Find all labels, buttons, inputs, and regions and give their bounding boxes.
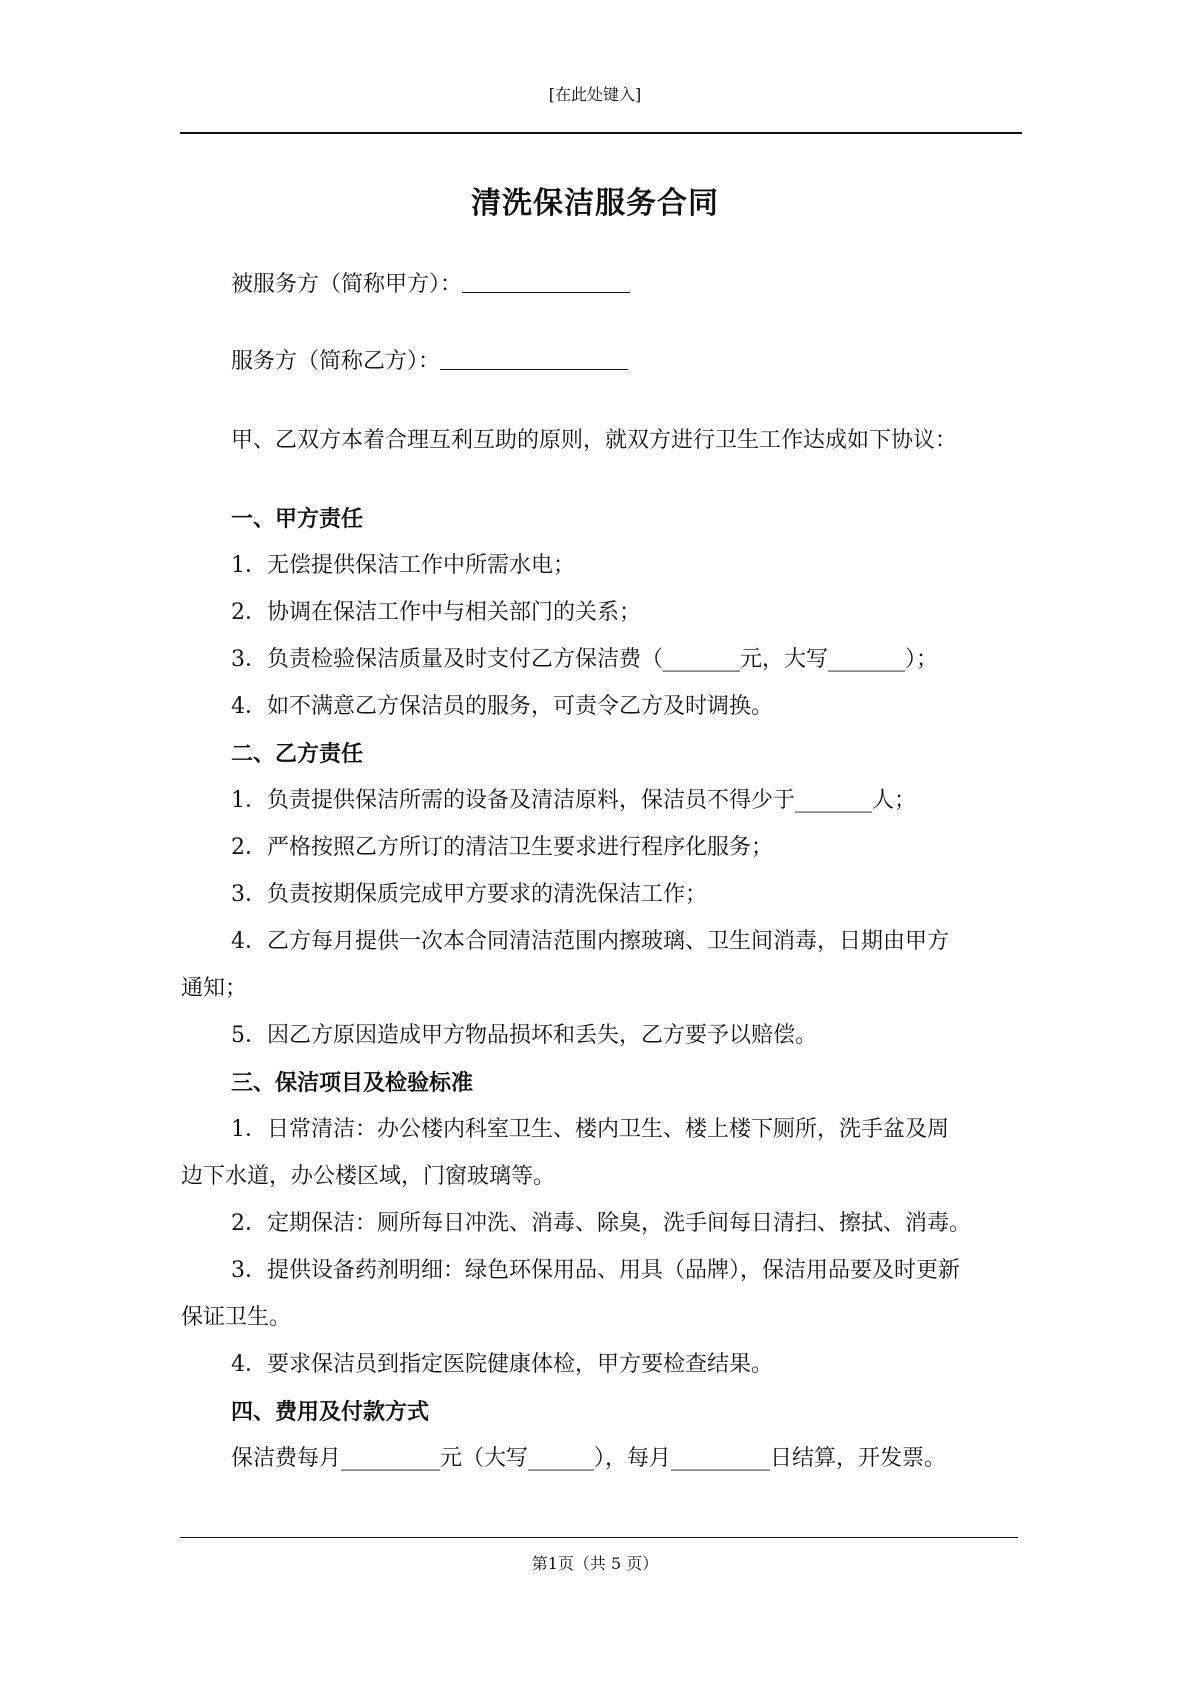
party-b-label: 服务方（简称乙方）： xyxy=(231,349,441,374)
section4-text-4: 日结算，开发票。 xyxy=(770,1446,947,1471)
page-header: [在此处键入] xyxy=(548,85,642,104)
section3-item4: 4．要求保洁员到指定医院健康体检，甲方要检查结果。 xyxy=(231,1352,773,1377)
section2-item1 xyxy=(0,786,1190,816)
section4-text-3: ），每月 xyxy=(594,1446,672,1471)
section3-item3-line1: 3．提供设备药剂明细：绿色环保用品、用具（品牌），保洁用品要及时更新 xyxy=(231,1258,960,1283)
section2-heading: 二、乙方责任 xyxy=(231,741,364,767)
cleaner-count-blank[interactable]: _______ xyxy=(795,788,872,813)
party-a-line xyxy=(0,270,1190,300)
section2-item1-text-after: 人； xyxy=(872,788,917,813)
section3-item1-line1: 1．日常清洁：办公楼内科室卫生、楼内卫生、楼上楼下厕所，洗手盆及周 xyxy=(231,1117,949,1142)
section1-item2: 2．协调在保洁工作中与相关部门的关系； xyxy=(231,600,641,625)
section1-heading: 一、甲方责任 xyxy=(231,506,364,532)
section4-text-1: 保洁费每月 xyxy=(231,1446,342,1471)
section4-text-2: 元（大写 xyxy=(440,1446,529,1471)
section1-item3 xyxy=(0,645,1190,675)
fee-uppercase-blank[interactable]: _______ xyxy=(828,647,906,672)
section3-heading: 三、保洁项目及检验标准 xyxy=(231,1070,474,1096)
party-a-label: 被服务方（简称甲方）： xyxy=(231,272,463,297)
section3-item1-line2: 边下水道，办公楼区域，门窗玻璃等。 xyxy=(181,1164,556,1189)
section2-item4-line2: 通知； xyxy=(181,976,248,1001)
monthly-fee-blank[interactable]: _________ xyxy=(341,1446,441,1471)
section2-item2: 2．严格按照乙方所订的清洁卫生要求进行程序化服务； xyxy=(231,835,773,860)
fee-amount-blank[interactable]: _______ xyxy=(663,647,740,672)
monthly-fee-uppercase-blank[interactable]: ______ xyxy=(528,1446,595,1471)
party-a-blank[interactable] xyxy=(462,270,630,293)
section1-item3-text-before: 3．负责检验保洁质量及时支付乙方保洁费（ xyxy=(231,647,663,672)
section1-item3-text-mid: 元，大写 xyxy=(740,647,829,672)
section2-item1-text-before: 1．负责提供保洁所需的设备及清洁原料，保洁员不得少于 xyxy=(231,788,795,813)
section1-item4: 4．如不满意乙方保洁员的服务，可责令乙方及时调换。 xyxy=(231,694,773,719)
document-title: 清洗保洁服务合同 xyxy=(471,186,719,221)
section2-item5: 5．因乙方原因造成甲方物品损坏和丢失，乙方要予以赔偿。 xyxy=(231,1023,817,1048)
section4-fee-line xyxy=(0,1444,1190,1474)
footer-divider xyxy=(180,1537,1018,1538)
settlement-day-blank[interactable]: _________ xyxy=(671,1446,771,1471)
section4-heading: 四、费用及付款方式 xyxy=(231,1399,430,1425)
intro-paragraph: 甲、乙双方本着合理互利互助的原则，就双方进行卫生工作达成如下协议： xyxy=(231,428,958,453)
section3-item3-line2: 保证卫生。 xyxy=(181,1305,292,1330)
section2-item4-line1: 4．乙方每月提供一次本合同清洁范围内擦玻璃、卫生间消毒，日期由甲方 xyxy=(231,929,949,954)
party-b-line xyxy=(0,347,1190,377)
section1-item3-text-after: ）； xyxy=(905,647,939,672)
section3-item2: 2．定期保洁：厕所每日冲洗、消毒、除臭，洗手间每日清扫、擦拭、消毒。 xyxy=(231,1211,971,1236)
page-footer: 第1页（共 5 页） xyxy=(531,1554,659,1573)
party-b-blank[interactable] xyxy=(440,347,628,370)
section1-item1: 1．无偿提供保洁工作中所需水电； xyxy=(231,553,575,578)
section2-item3: 3．负责按期保质完成甲方要求的清洗保洁工作； xyxy=(231,882,707,907)
header-divider xyxy=(180,132,1022,134)
